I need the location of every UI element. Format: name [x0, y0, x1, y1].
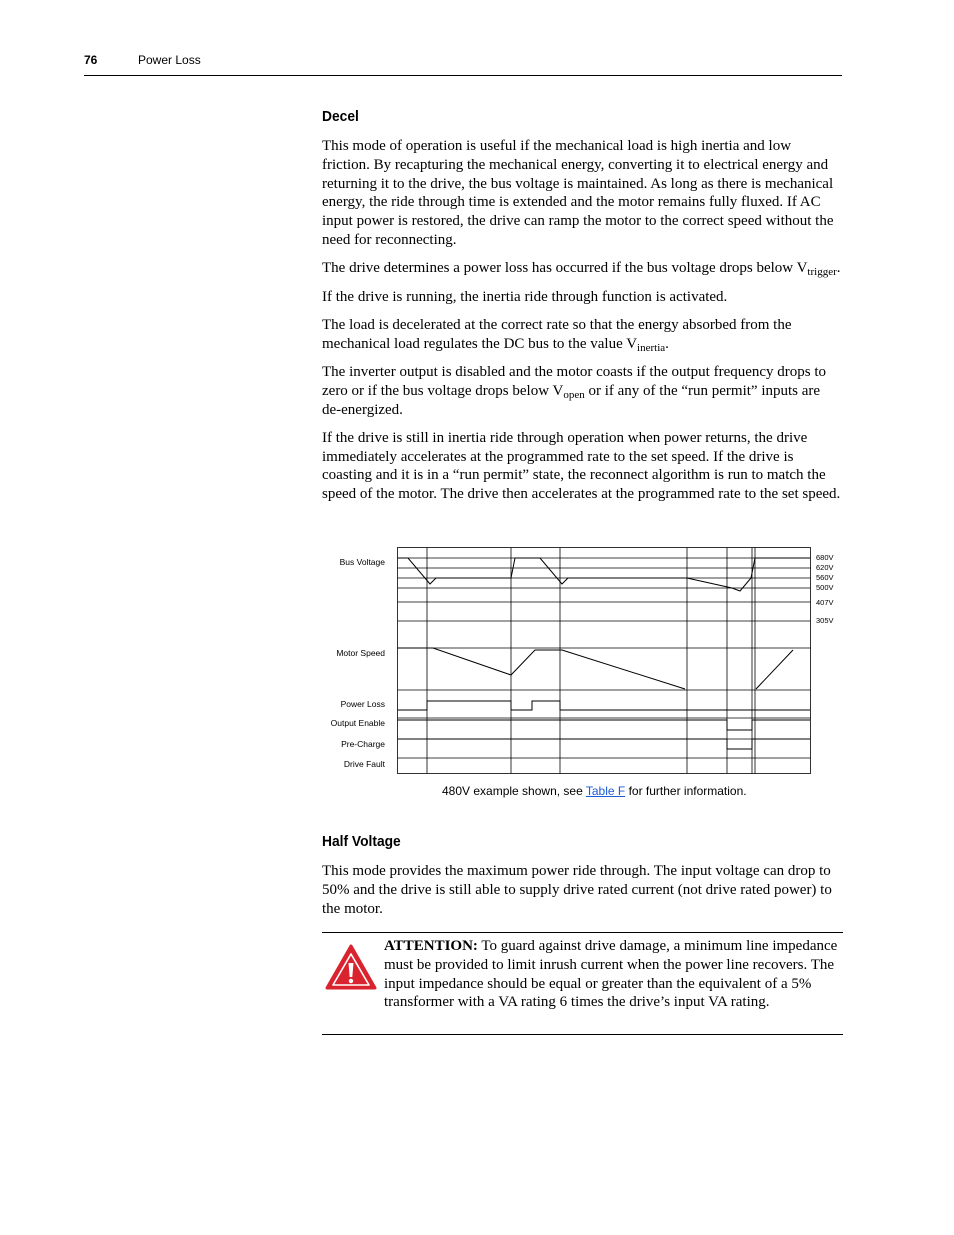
motor-speed-recovery-trace	[756, 650, 793, 689]
running-header: Power Loss	[138, 53, 201, 67]
timing-diagram	[300, 540, 845, 780]
p5-text: The inverter output is disabled and the motor coasts if the output frequency drops to zero or if the bus voltage drops below V	[322, 363, 827, 399]
half-voltage-heading: Half Voltage	[322, 833, 401, 850]
decel-paragraph-3: If the drive is running, the inertia ride through function is activated.	[322, 288, 728, 305]
voltage-label-305: 305V	[816, 616, 834, 625]
voltage-label-407: 407V	[816, 598, 834, 607]
attention-text	[384, 937, 840, 1012]
voltage-label-680: 680V	[816, 553, 834, 562]
warning-triangle-icon	[325, 944, 377, 990]
decel-body	[322, 137, 842, 514]
decel-paragraph-5	[322, 363, 842, 419]
p4-text: The load is decelerated at the correct rate so that the energy absorbed from the mechanical load regulates the DC bus to the value V	[322, 316, 792, 352]
decel-paragraph-2	[322, 259, 842, 278]
voltage-label-500: 500V	[816, 583, 834, 592]
bus-voltage-label: Bus Voltage	[339, 557, 385, 567]
power-loss-label: Power Loss	[340, 699, 385, 709]
decel-paragraph-6: If the drive is still in inertia ride through operation when power returns, the drive immediately accelerates at the programmed rate to the set speed. If the drive is coasting and it is in a “run permit” state, the reconnect algorithm is run to match the speed of the motor. The drive then accelerates at the programmed rate to the set speed.	[322, 429, 841, 503]
p4-end: .	[665, 335, 669, 352]
decel-heading: Decel	[322, 108, 359, 125]
attention-body: To guard against drive damage, a minimum line impedance must be provided to limit inrush current when the power line recovers. The input impedance should be equal or greater than the equivalent of a 5% transformer with a VA rating 6 times the drive’s input VA rating.	[384, 938, 838, 1011]
pre-charge-label: Pre-Charge	[341, 739, 385, 749]
voltage-labels	[816, 553, 834, 625]
table-f-link[interactable]: Table F	[585, 784, 626, 798]
output-enable-trace	[398, 720, 811, 730]
v-trigger-subscript: trigger	[807, 266, 837, 279]
drive-fault-label: Drive Fault	[343, 759, 385, 769]
p2-text: The drive determines a power loss has occurred if the bus voltage drops below V	[322, 260, 808, 277]
motor-speed-trace	[398, 648, 686, 689]
attention-top-rule	[322, 932, 843, 933]
diagram-waveforms	[398, 558, 811, 749]
p2-end: .	[836, 260, 841, 277]
attention-bottom-rule	[322, 1034, 843, 1035]
diagram-caption	[442, 784, 747, 798]
v-open-subscript: open	[563, 388, 585, 401]
v-inertia-subscript: inertia	[637, 341, 666, 354]
half-voltage-body: This mode provides the maximum power ride through. The input voltage can drop to 50% and the drive is still able to supply drive rated current (not drive rated power) to the motor.	[322, 863, 832, 917]
header-rule	[84, 75, 842, 76]
voltage-label-620: 620V	[816, 563, 834, 572]
decel-paragraph-4	[322, 316, 842, 354]
power-loss-trace	[398, 701, 811, 710]
row-labels	[331, 557, 386, 769]
page-number: 76	[84, 53, 98, 67]
decel-paragraph-1: This mode of operation is useful if the mechanical load is high inertia and low friction. By recapturing the mechanical energy, converting it to electrical energy and returning it to the drive, the bus voltage is maintained. As long as there is mechanical energy, the ride through time is extended and the motor remains fully fluxed. If AC input power is restored, the drive can ramp the motor to the correct speed without the need for reconnecting.	[322, 138, 834, 248]
caption-end: for further information.	[625, 784, 747, 798]
motor-speed-label: Motor Speed	[336, 648, 385, 658]
pre-charge-trace	[398, 739, 811, 749]
caption-text: 480V example shown, see	[442, 784, 586, 798]
output-enable-label: Output Enable	[330, 718, 385, 728]
p5-end: or if any of the “run permit” inputs are de-energized.	[322, 382, 821, 418]
bus-voltage-trace	[398, 558, 811, 591]
voltage-label-560: 560V	[816, 573, 834, 582]
attention-label: ATTENTION:	[384, 938, 478, 954]
